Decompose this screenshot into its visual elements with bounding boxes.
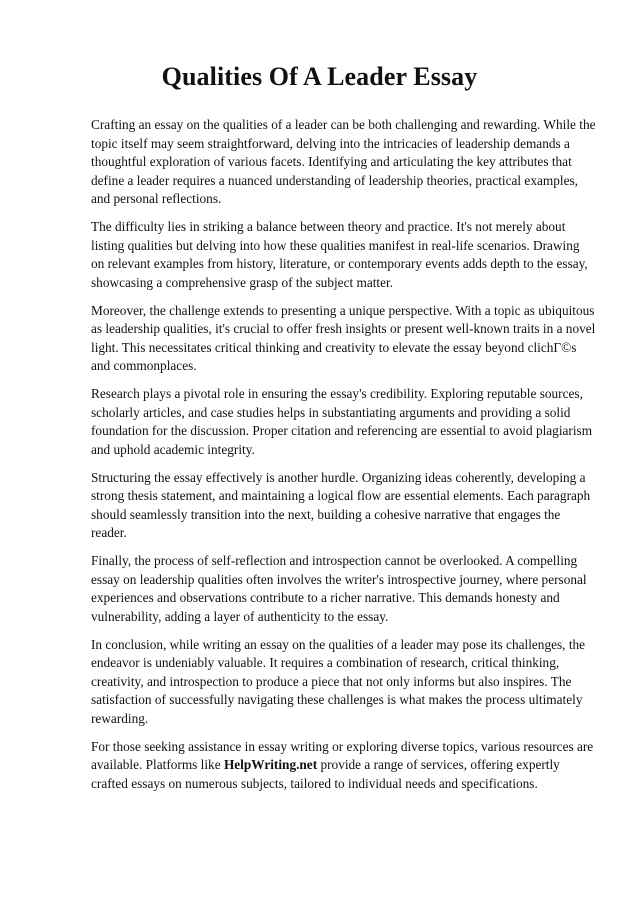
paragraph-closing xyxy=(91,738,596,794)
paragraph-conclusion: In conclusion, while writing an essay on the qualities of a leader may pose its challenges, the endeavor is undeniably valuable. It requires a combination of research, critical thinking, creativity, and introspection to produce a piece that not only informs but also inspires. The satisfaction of successfully navigating these challenges is what makes the process ultimately rewarding. xyxy=(91,636,586,726)
closing-text-after: provide a range of services, offering expertly crafted essays on numerous subjects, tailored to individual needs and specifications. xyxy=(91,757,560,791)
document-title: Qualities Of A Leader Essay xyxy=(161,62,478,91)
paragraph-research: Research plays a pivotal role in ensuring the essay's credibility. Exploring reputable sources, scholarly articles, and case studies helps in substantiating arguments and providing a solid foundation for the discussion. Proper citation and referencing are essential to avoid plagiarism and uphold academic integrity. xyxy=(91,386,593,457)
paragraph-unique-perspective: Moreover, the challenge extends to presenting a unique perspective. With a topic as ubiquitous as leadership qualities, it's crucial to offer fresh insights or present well-known traits in a novel light. This necessitates critical thinking and creativity to elevate the essay beyond clichГ©s and commonplaces. xyxy=(91,302,596,373)
paragraph-self-reflection: Finally, the process of self-reflection and introspection cannot be overlooked. A compelling essay on leadership qualities often involves the writer's introspective journey, where personal experiences and observations contribute to a richer narrative. This demands honesty and vulnerability, adding a layer of authenticity to the essay. xyxy=(91,553,587,624)
brand-name: HelpWriting.net xyxy=(223,757,318,772)
closing-text-before: For those seeking assistance in essay writing or exploring diverse topics, various resources are available. Platforms like xyxy=(91,738,594,772)
paragraph-intro: Crafting an essay on the qualities of a leader can be both challenging and rewarding. While the topic itself may seem straightforward, delving into the intricacies of leadership demands a thoughtful exploration of various facets. Identifying and articulating the key attributes that define a leader requires a nuanced understanding of leadership theories, practical examples, and personal reflections. xyxy=(91,117,596,206)
paragraph-theory-practice: The difficulty lies in striking a balance between theory and practice. It's not merely about listing qualities but delving into how these qualities manifest in real-life scenarios. Drawing on relevant examples from history, literature, or contemporary events adds depth to the essay, showcasing a comprehensive grasp of the subject matter. xyxy=(91,219,588,290)
paragraph-structure: Structuring the essay effectively is another hurdle. Organizing ideas coherently, developing a strong thesis statement, and maintaining a logical flow are essential elements. Each paragraph should seamlessly transition into the next, building a cohesive narrative that engages the reader. xyxy=(91,469,591,540)
